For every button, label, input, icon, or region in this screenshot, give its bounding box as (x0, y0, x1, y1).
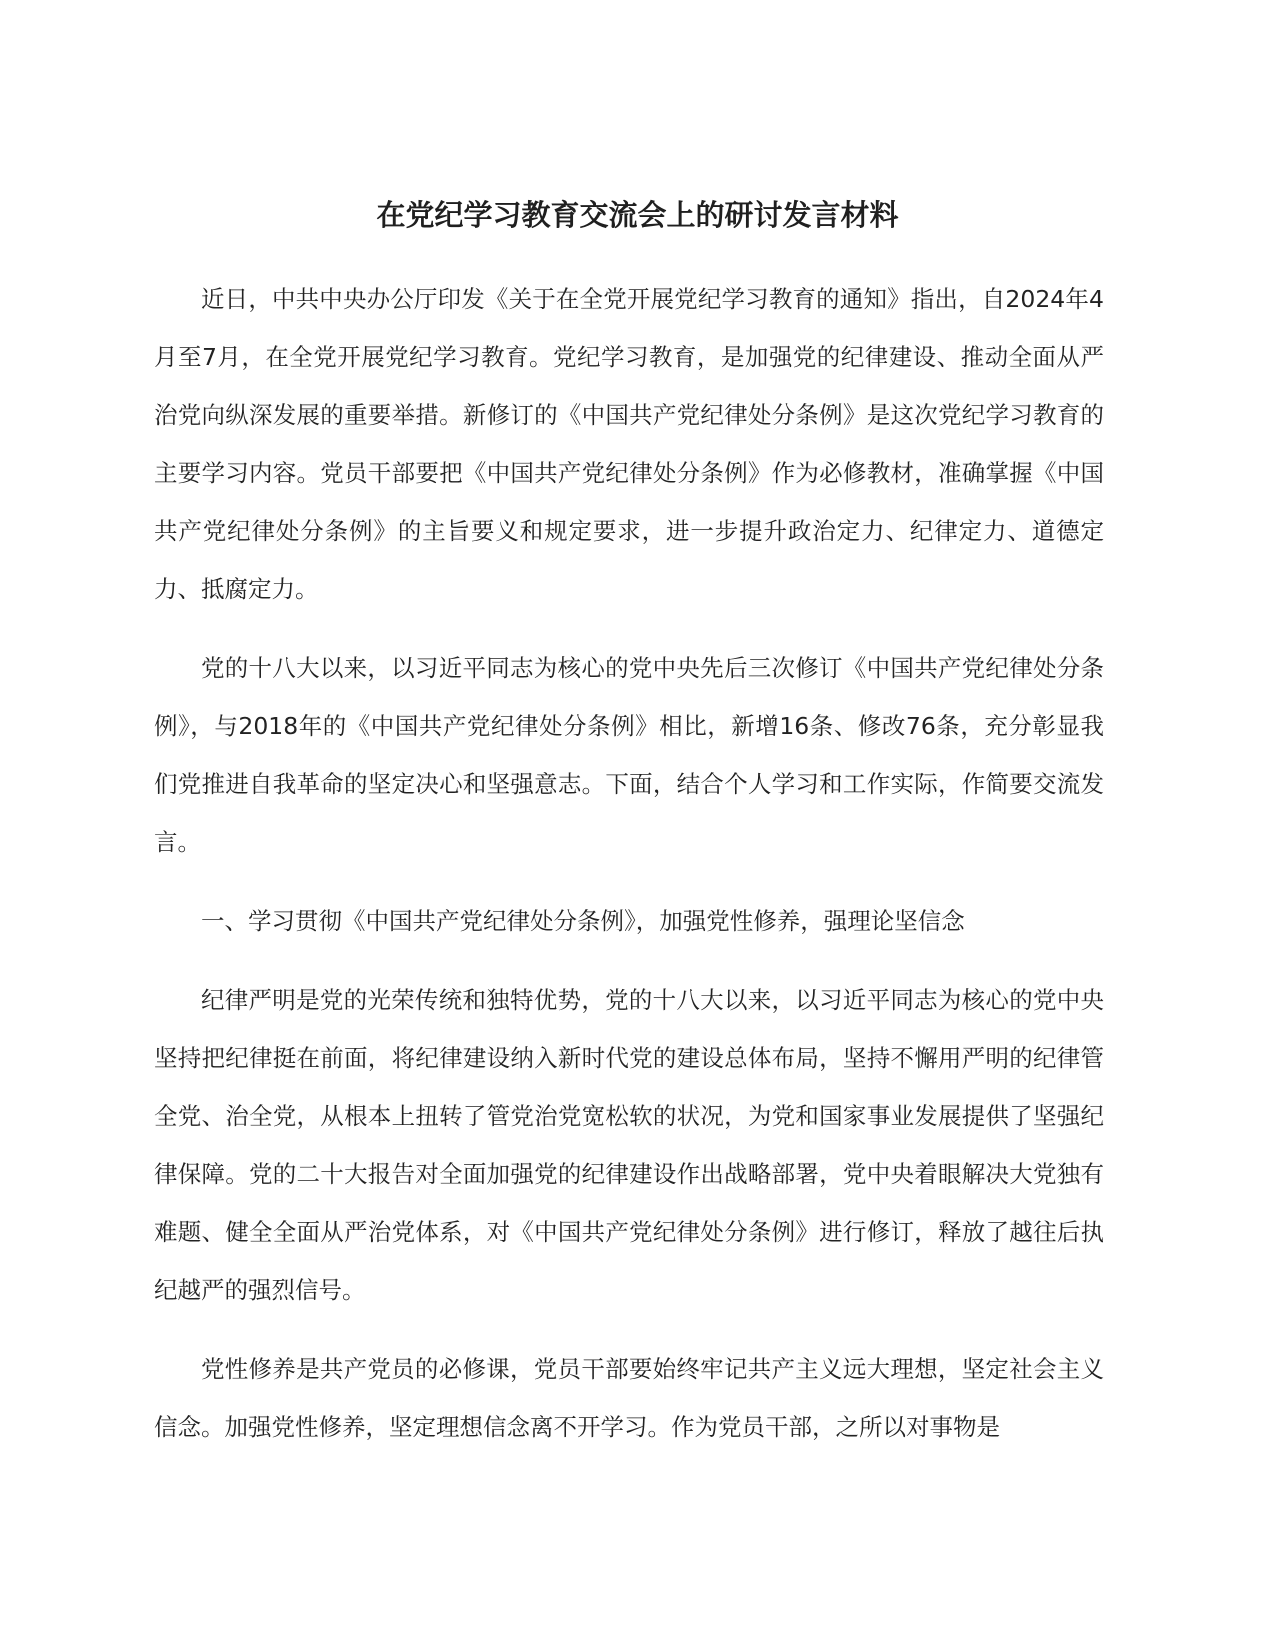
section-heading-1: 一、学习贯彻《中国共产党纪律处分条例》，加强党性修养，强理论坚信念 (201, 907, 965, 935)
document-body (154, 270, 1104, 1477)
paragraph-discipline: 纪律严明是党的光荣传统和独特优势，党的十八大以来，以习近平同志为核心的党中央坚持把纪律挺在前面，将纪律建设纳入新时代党的建设总体布局，坚持不懈用严明的纪律管全党、治全党，从根本上扭转了管党治党宽松软的状况，为党和国家事业发展提供了坚强纪律保障。党的二十大报告对全面加强党的纪律建设作出战略部署，党中央着眼解决大党独有难题、健全全面从严治党体系，对《中国共产党纪律处分条例》进行修订，释放了越往后执纪越严的强烈信号。 (154, 986, 1104, 1304)
document-title: 在党纪学习教育交流会上的研讨发言材料 (376, 198, 899, 232)
paragraph-intro: 近日，中共中央办公厅印发《关于在全党开展党纪学习教育的通知》指出，自2024年4月至7月，在全党开展党纪学习教育。党纪学习教育，是加强党的纪律建设、推动全面从严治党向纵深发展的重要举措。新修订的《中国共产党纪律处分条例》是这次党纪学习教育的主要学习内容。党员干部要把《中国共产党纪律处分条例》作为必修教材，准确掌握《中国共产党纪律处分条例》的主旨要义和规定要求，进一步提升政治定力、纪律定力、道德定力、抵腐定力。 (154, 285, 1104, 603)
paragraph-background: 党的十八大以来，以习近平同志为核心的党中央先后三次修订《中国共产党纪律处分条例》，与2018年的《中国共产党纪律处分条例》相比，新增16条、修改76条，充分彰显我们党推进自我革命的坚定决心和坚强意志。下面，结合个人学习和工作实际，作简要交流发言。 (154, 654, 1104, 856)
paragraph-party-spirit: 党性修养是共产党员的必修课，党员干部要始终牢记共产主义远大理想，坚定社会主义信念。加强党性修养，坚定理想信念离不开学习。作为党员干部，之所以对事物是 (154, 1355, 1104, 1441)
